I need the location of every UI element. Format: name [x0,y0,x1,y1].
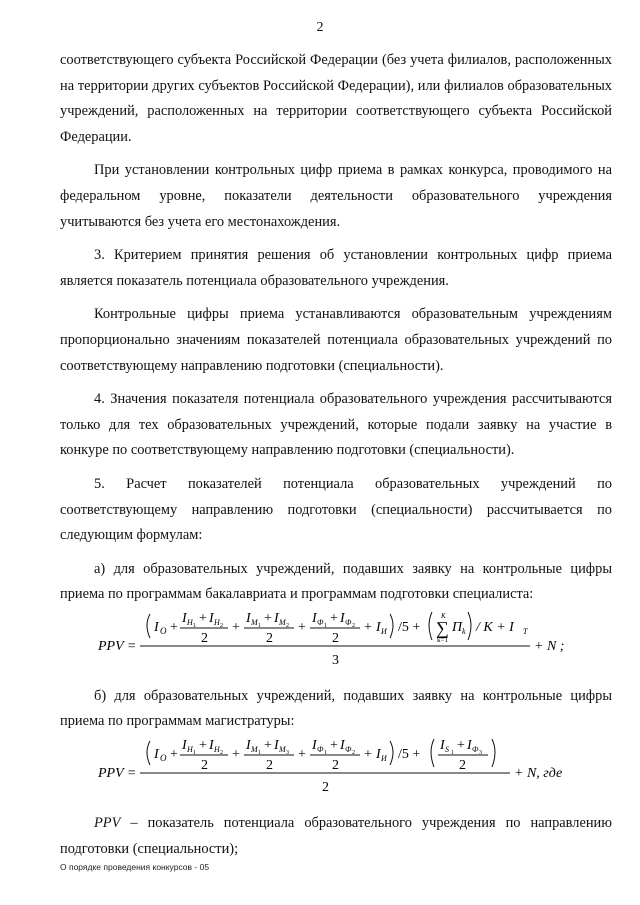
left-paren [431,739,434,767]
formula-subscript: 3 [479,750,482,757]
formula-symbol: I [440,738,445,754]
formula-subscript: H [214,617,220,627]
formula-subscript: И [381,626,387,636]
formula-number: 2 [266,630,273,646]
formula-subscript: M [251,617,258,627]
right-paren [492,739,495,767]
ppv-definition: – показатель потенциала образовательного учреждения по направлению подготовки (специальности); [60,815,612,857]
formula-subscript: K [441,611,446,620]
formula-symbol: I [209,738,214,754]
formula-operator: + [330,738,338,754]
paragraph: а) для образовательных учреждений, подавших заявку на контрольные цифры приема по программам бакалавриата и программам подготовки специалиста: [60,560,612,603]
formula-symbol: I [246,738,251,754]
formula-subscript: O [160,753,167,764]
right-paren [390,614,393,638]
formula-subscript: H [187,617,193,627]
formula-symbol: I [340,610,345,626]
formula-subscript: M [251,745,258,755]
formula-tail: + N, где [514,766,563,782]
formula-subscript: k [462,626,466,636]
formula-number: 2 [201,758,208,774]
formula-operator: + [199,610,207,626]
formula-subscript: И [381,754,387,764]
formula-symbol: I [312,610,317,626]
footer-note: О порядке проведения конкурсов - 05 [60,862,210,872]
formula-subscript: Ф [317,617,324,627]
formula-subscript: 1 [324,750,327,757]
formula-number: 2 [332,630,339,646]
formula-number: 2 [459,758,466,774]
formula-operator: / K + I [476,619,514,635]
formula-symbol: I [209,610,214,626]
formula-symbol: I [312,738,317,754]
document-body [60,48,612,862]
paragraph [60,811,612,862]
formula-number: 2 [332,758,339,774]
formula-subscript: Ф [317,745,324,755]
formula-operator: /5 + [398,747,421,763]
formula-subscript: 2 [220,622,223,629]
formula-master [60,737,612,807]
formula-subscript: Ф [345,617,352,627]
formula-symbol: I [274,610,279,626]
formula-subscript: Ф [472,745,479,755]
formula-subscript: 1 [451,750,454,757]
right-paren [390,741,393,765]
formula-operator: + [364,747,372,763]
formula-operator: + [264,610,272,626]
formula-operator: + [330,610,338,626]
formula-operator: + [298,747,306,763]
formula-subscript: O [160,625,167,636]
formula-subscript: 2 [220,750,223,757]
paragraph: б) для образовательных учреждений, подавших заявку на контрольные цифры приема по программам магистратуры: [60,687,612,730]
formula-number: 2 [266,758,273,774]
formula-operator: + [264,738,272,754]
formula-operator: + [199,738,207,754]
formula-subscript: 1 [258,750,261,757]
left-paren [429,612,432,640]
left-paren [147,741,150,765]
ppv-term: PPV [94,815,121,832]
formula-symbol: П [452,619,463,635]
formula-operator: + [170,747,178,763]
sum-symbol: ∑ [436,617,449,638]
formula-symbol: I [182,610,187,626]
formula-symbol: I [182,738,187,754]
formula-symbol: I [154,747,159,763]
paragraph: соответствующего субъекта Российской Федерации (без учета филиалов, расположенных на территории других субъектов Российской Федерации), или филиалов образовательных учреждений, расположенных на территории соответствующего субъекта Российской Федерации. [60,52,612,145]
formula-operator: + [232,619,240,635]
formula-subscript: 1 [258,622,261,629]
formula-symbol: I [246,610,251,626]
formula-subscript: S [445,745,449,755]
formula-subscript: 2 [286,622,289,629]
formula-operator: + [170,619,178,635]
formula-operator: + [232,747,240,763]
formula-symbol: I [340,738,345,754]
formula-operator: + [457,738,465,754]
formula-bachelor [60,610,612,680]
formula-subscript: M [279,617,286,627]
formula-tail: + N ; [534,638,565,654]
formula-subscript: 2 [352,750,355,757]
formula-subscript: k=1 [437,635,448,644]
formula-subscript: 1 [193,622,196,629]
formula-operator: + [364,619,372,635]
formula-symbol: I [376,619,381,635]
formula-subscript: H [214,745,220,755]
formula-lhs: PPV = [98,638,137,654]
formula-subscript: M [279,745,286,755]
formula-symbol: I [467,738,472,754]
formula-number: 2 [201,630,208,646]
formula-denominator: 2 [322,780,329,796]
formula-subscript: 2 [352,622,355,629]
formula-subscript: Ф [345,745,352,755]
left-paren [147,614,150,638]
formula-symbol: I [274,738,279,754]
formula-symbol: I [376,747,381,763]
formula-subscript: T [523,626,528,636]
paragraph: Контрольные цифры приема устанавливаются образовательным учреждениям пропорционально значениям показателей потенциала образовательных учреждений по соответствующему направлению подготовки (специальности). [60,306,612,374]
paragraph: При установлении контрольных цифр приема в рамках конкурса, проводимого на федеральном уровне, показатели деятельности образовательного учреждения учитываются без учета его местонахождения. [60,162,612,230]
page-number: 2 [316,20,324,35]
paragraph: 4. Значения показателя потенциала образовательного учреждения рассчитываются только для тех образовательных учреждений, которые подали заявку на участие в конкуре по соответствующему направлению подготовки (специальности). [60,391,612,459]
paragraph: 5. Расчет показателей потенциала образовательных учреждений по соответствующему направлению подготовки (специальности) рассчитывается по следующим формулам: [60,475,612,544]
formula-subscript: H [187,745,193,755]
paragraph: 3. Критерием принятия решения об установлении контрольных цифр приема является показатель потенциала образовательного учреждения. [60,247,612,289]
formula-subscript: 3 [286,750,289,757]
formula-symbol: I [154,619,159,635]
formula-lhs: PPV = [98,766,137,782]
formula-denominator: 3 [332,652,339,668]
formula-subscript: 1 [324,622,327,629]
formula-operator: /5 + [398,619,421,635]
formula-operator: + [298,619,306,635]
formula-subscript: 1 [193,750,196,757]
right-paren [468,612,471,640]
